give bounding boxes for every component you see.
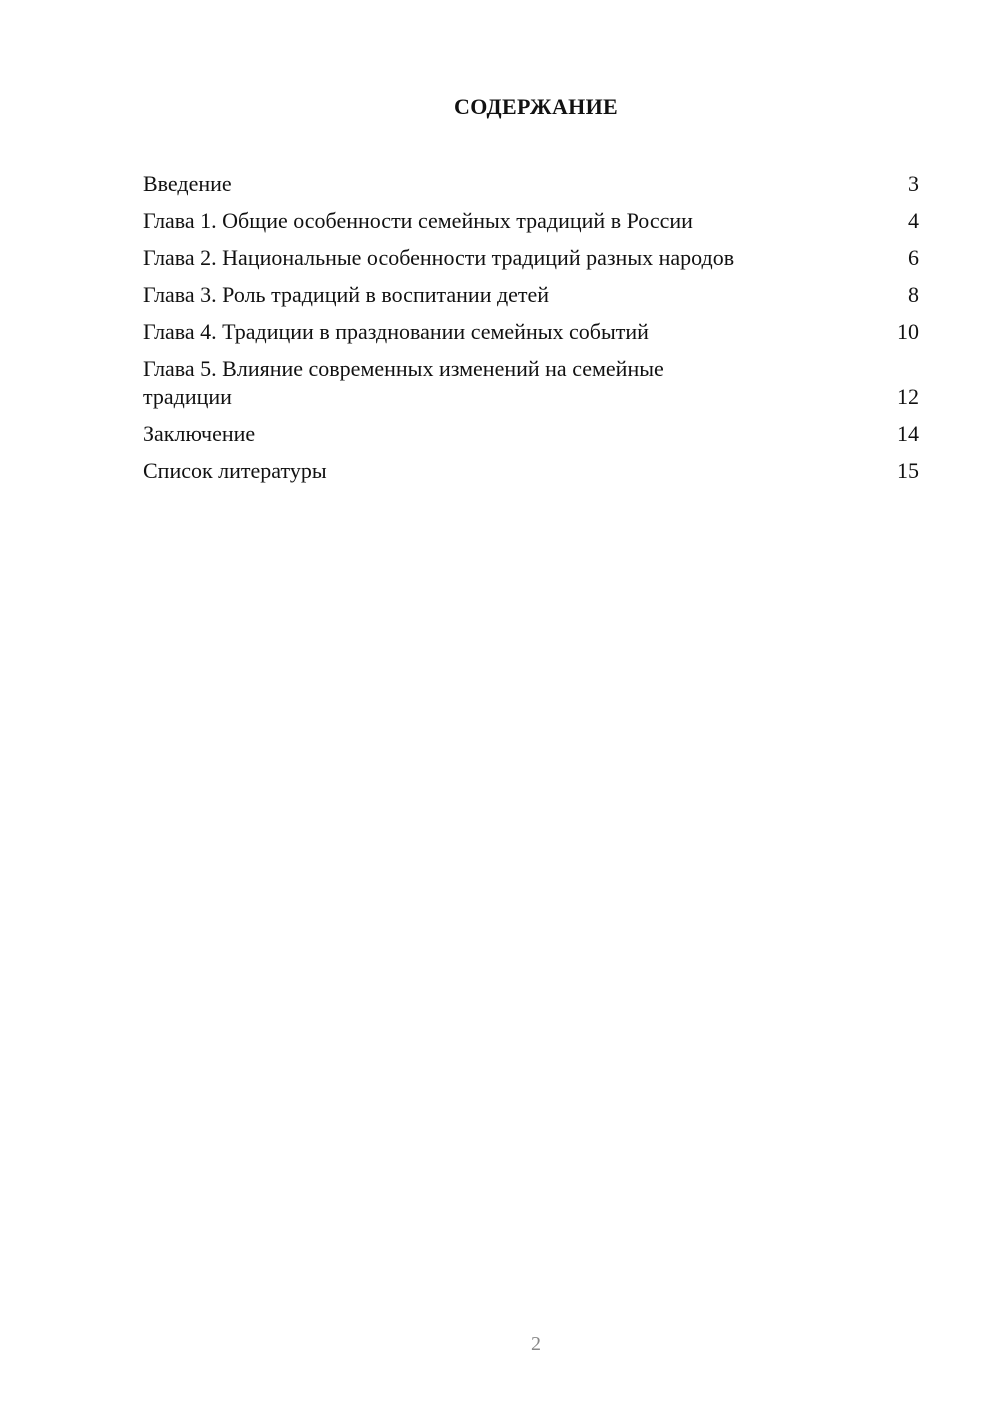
toc-item-title: Глава 1. Общие особенности семейных традиций в России	[143, 208, 693, 233]
toc-item-title: Глава 3. Роль традиций в воспитании детей	[143, 282, 550, 307]
toc-item-page: 8	[908, 282, 919, 307]
toc-item-page: 14	[897, 421, 919, 446]
page-number: 2	[531, 1333, 541, 1355]
toc-item-title: Глава 2. Национальные особенности традиций разных народов	[143, 245, 735, 270]
toc-item-page: 15	[897, 458, 919, 483]
toc-item-title: Глава 5. Влияние современных изменений на семейные традиции	[143, 356, 664, 409]
toc-item-page: 3	[908, 171, 919, 196]
toc-item-page: 10	[897, 319, 919, 344]
toc-item-title: Введение	[143, 171, 232, 196]
toc-item-chapter-3	[143, 281, 919, 309]
toc-item-introduction	[143, 170, 919, 198]
toc-item-title: Заключение	[143, 421, 256, 446]
toc-item-chapter-1	[143, 207, 919, 235]
toc-item-page: 4	[908, 208, 919, 233]
toc-item-title: Список литературы	[143, 458, 327, 483]
toc-item-title: Глава 4. Традиции в праздновании семейных событий	[143, 319, 649, 344]
toc-item-conclusion	[143, 420, 919, 448]
toc-item-bibliography	[143, 457, 919, 485]
page-title: СОДЕРЖАНИЕ	[454, 94, 618, 119]
toc-item-page: 12	[897, 384, 919, 409]
toc-item-chapter-5	[143, 355, 919, 411]
toc-item-chapter-4	[143, 318, 919, 346]
table-of-contents	[143, 170, 919, 494]
toc-item-chapter-2	[143, 244, 919, 272]
toc-item-page: 6	[908, 245, 919, 270]
